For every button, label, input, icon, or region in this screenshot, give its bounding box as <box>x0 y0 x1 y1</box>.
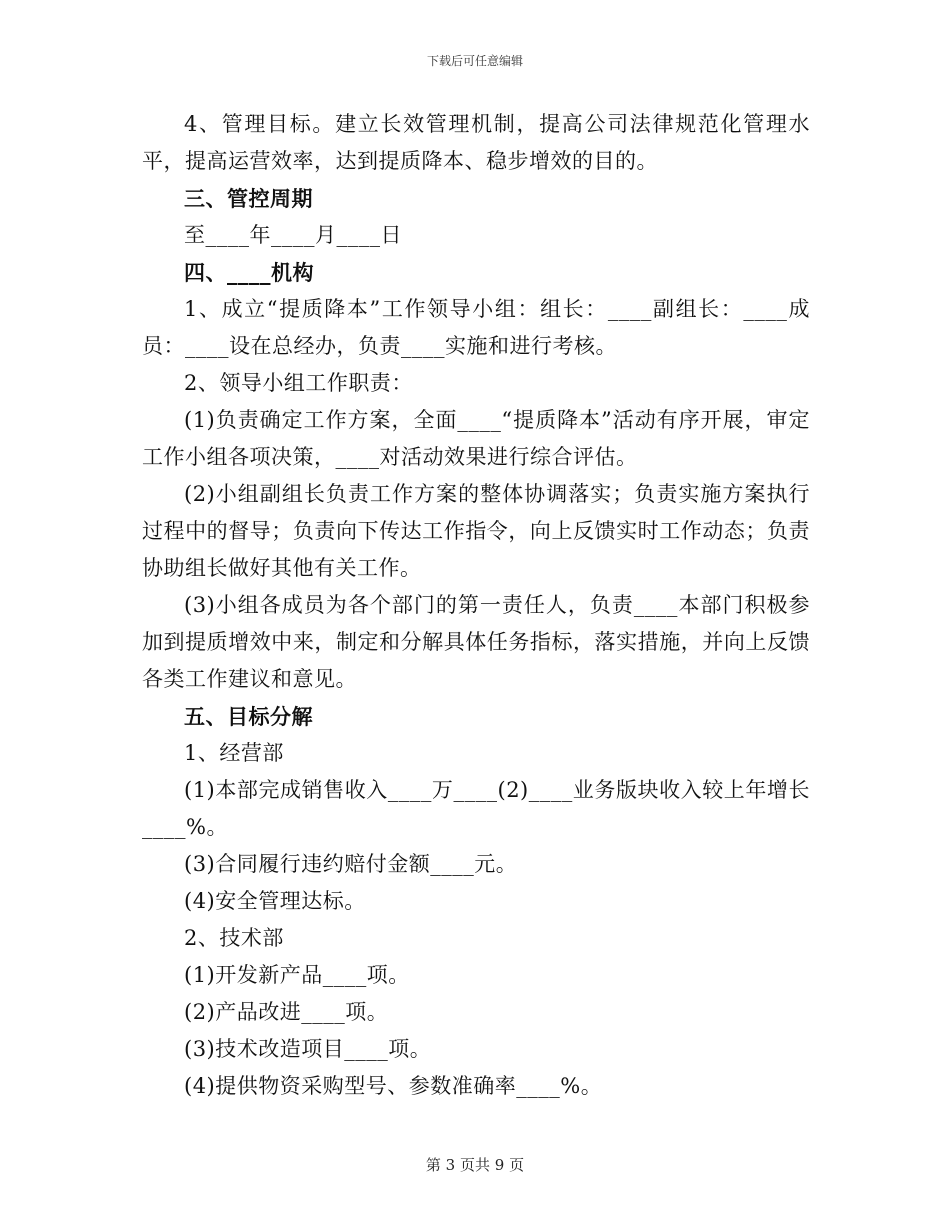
section-heading-target-breakdown: 五、目标分解 <box>184 704 313 729</box>
paragraph-operations-dept: 1、经营部 <box>184 741 284 765</box>
section-heading-organization: 四、____机构 <box>184 260 314 285</box>
paragraph-tech-item-4: (4)提供物资采购型号、参数准确率____%。 <box>184 1074 603 1098</box>
paragraph-ops-item-3: (3)合同履行违约赔付金额____元。 <box>184 852 518 876</box>
paragraph-leading-group: 1、成立“提质降本”工作领导小组：组长：____副组长：____成员：____设在总经办，负责____实施和进行考核。 <box>142 297 810 358</box>
paragraph-duty-3: (3)小组各成员为各个部门的第一责任人，负责____本部门积极参加到提质增效中来，制定和分解具体任务指标，落实措施，并向上反馈各类工作建议和意见。 <box>142 593 810 691</box>
paragraph-management-goal: 4、管理目标。建立长效管理机制，提高公司法律规范化管理水平，提高运营效率，达到提质降本、稳步增效的目的。 <box>142 112 810 173</box>
paragraph-duty-1: (1)负责确定工作方案，全面____“提质降本”活动有序开展，审定工作小组各项决策，____对活动效果进行综合评估。 <box>142 408 810 469</box>
paragraph-ops-item-4: (4)安全管理达标。 <box>184 889 366 913</box>
page-header: 下载后可任意编辑 <box>426 54 523 68</box>
document-body <box>142 106 810 1105</box>
paragraph-duty-2: (2)小组副组长负责工作方案的整体协调落实；负责实施方案执行过程中的督导；负责向下传达工作指令，向上反馈实时工作动态；负责协助组长做好其他有关工作。 <box>142 482 810 580</box>
paragraph-tech-item-3: (3)技术改造项目____项。 <box>184 1037 432 1061</box>
paragraph-period-date: 至____年____月____日 <box>184 223 402 247</box>
page-footer: 第 3 页共 9 页 <box>425 1156 525 1174</box>
paragraph-tech-dept: 2、技术部 <box>184 926 284 950</box>
paragraph-tech-item-1: (1)开发新产品____项。 <box>184 963 410 987</box>
paragraph-group-duties: 2、领导小组工作职责： <box>184 371 413 395</box>
section-heading-control-period: 三、管控周期 <box>184 186 313 211</box>
paragraph-tech-item-2: (2)产品改进____项。 <box>184 1000 389 1024</box>
paragraph-ops-item-1-2: (1)本部完成销售收入____万____(2)____业务版块收入较上年增长____%。 <box>142 778 810 839</box>
